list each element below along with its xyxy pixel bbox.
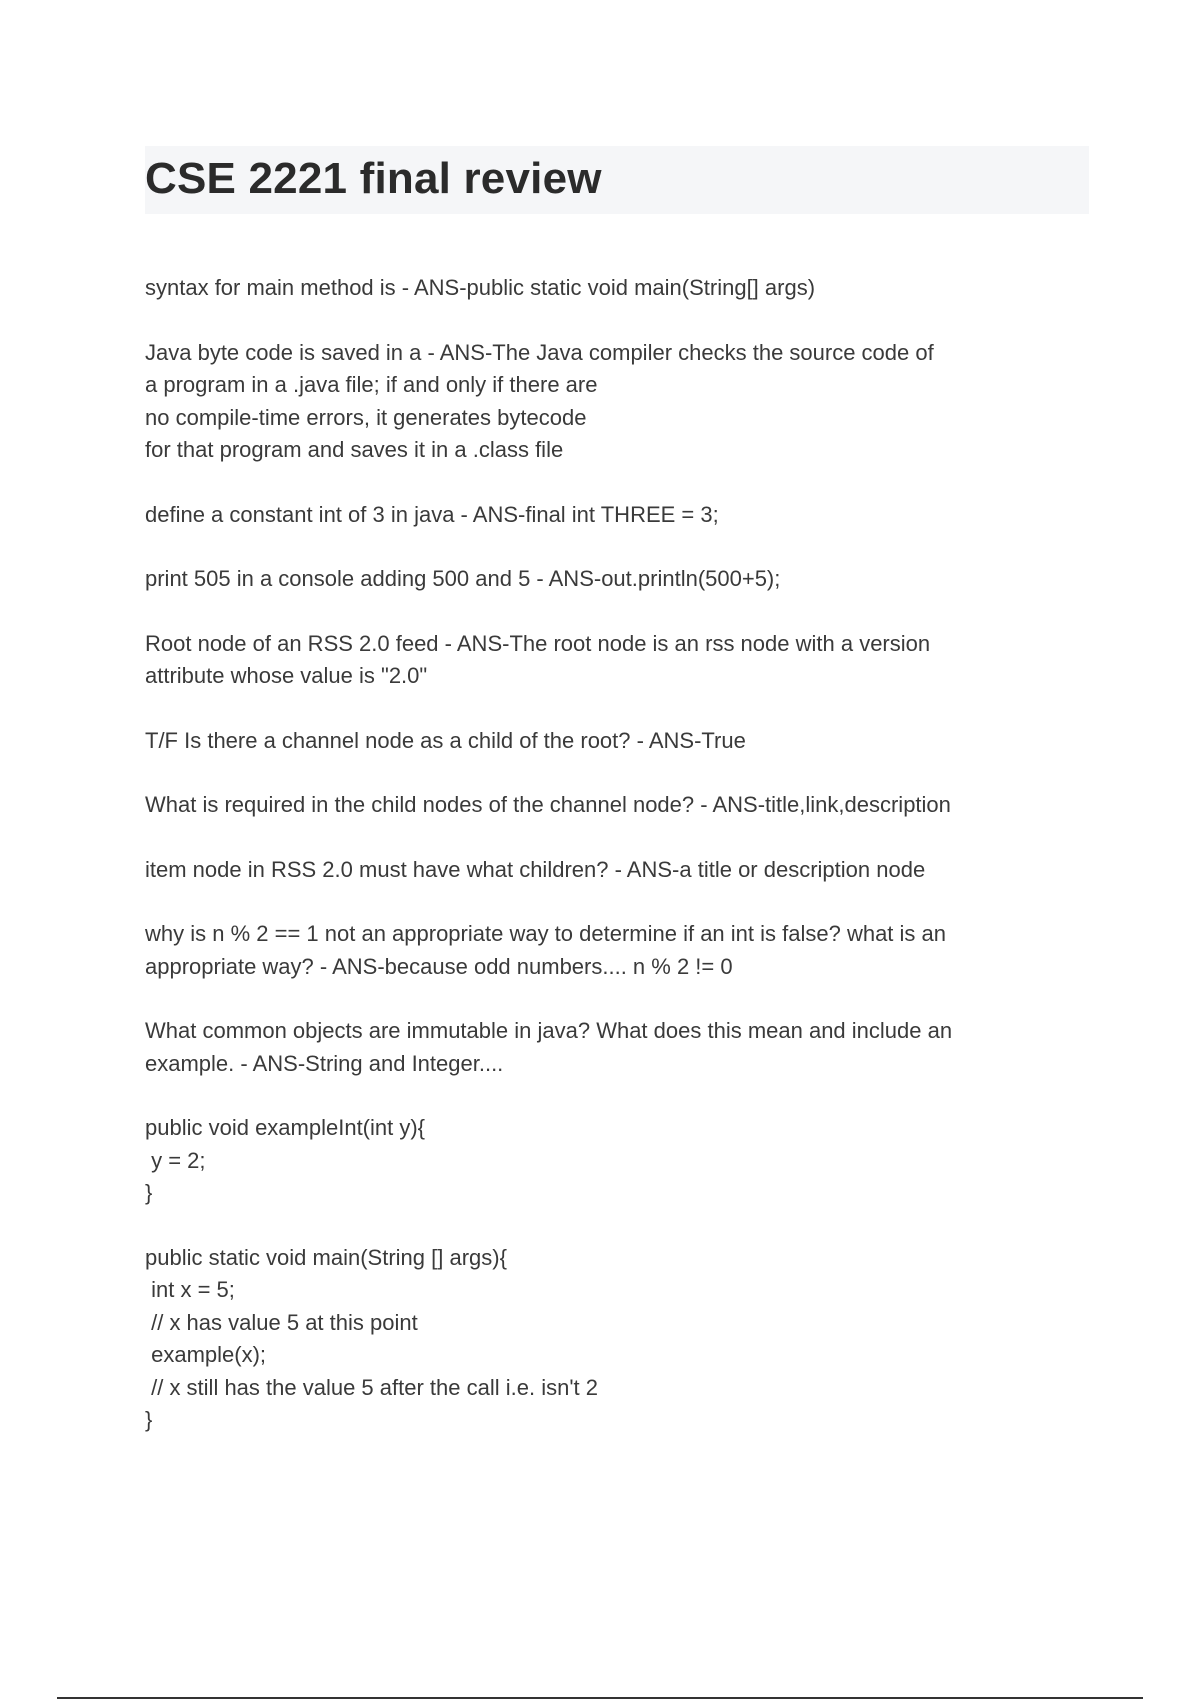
qa-item-byte-code xyxy=(145,337,1065,467)
qa-item-main-method xyxy=(145,272,1065,305)
qa-line: a program in a .java file; if and only if there are xyxy=(145,372,598,397)
document-body xyxy=(145,272,1065,1469)
qa-item-modulo xyxy=(145,918,1065,983)
qa-item-print xyxy=(145,563,1065,596)
qa-line: attribute whose value is "2.0" xyxy=(145,663,428,688)
code-line: int x = 5; xyxy=(145,1277,235,1302)
qa-line: What is required in the child nodes of the channel node? - ANS-title,link,description xyxy=(145,792,951,817)
title-block xyxy=(145,146,1089,214)
code-line: public static void main(String [] args){ xyxy=(145,1244,507,1270)
footer-divider xyxy=(57,1697,1143,1699)
qa-line: why is n % 2 == 1 not an appropriate way to determine if an int is false? what is an xyxy=(145,921,947,946)
qa-item-rss-root xyxy=(145,628,1065,693)
qa-line: What common objects are immutable in java? What does this mean and include an xyxy=(145,1018,953,1043)
qa-item-immutable xyxy=(145,1015,1065,1080)
qa-item-channel-node xyxy=(145,725,1065,758)
code-block-example-int xyxy=(145,1112,1065,1210)
code-line: // x has value 5 at this point xyxy=(145,1309,418,1335)
qa-item-constant xyxy=(145,499,1065,532)
code-line: y = 2; xyxy=(145,1147,206,1173)
qa-line: no compile-time errors, it generates bytecode xyxy=(145,404,587,430)
qa-item-channel-children xyxy=(145,789,1065,822)
code-line: } xyxy=(145,1407,153,1432)
qa-line: for that program and saves it in a .class file xyxy=(145,437,564,462)
qa-line: item node in RSS 2.0 must have what children? - ANS-a title or description node xyxy=(145,856,926,882)
code-line: } xyxy=(145,1180,153,1205)
qa-line: Root node of an RSS 2.0 feed - ANS-The root node is an rss node with a version xyxy=(145,630,931,656)
qa-line: define a constant int of 3 in java - ANS-final int THREE = 3; xyxy=(145,501,719,527)
code-block-main xyxy=(145,1242,1065,1437)
page-title: CSE 2221 final review xyxy=(145,154,602,203)
qa-line: print 505 in a console adding 500 and 5 - ANS-out.println(500+5); xyxy=(145,566,781,591)
qa-line: example. - ANS-String and Integer.... xyxy=(145,1050,504,1076)
qa-item-item-node xyxy=(145,854,1065,887)
code-line: // x still has the value 5 after the call i.e. isn't 2 xyxy=(145,1374,598,1400)
code-line: example(x); xyxy=(145,1342,267,1367)
qa-line: syntax for main method is - ANS-public static void main(String[] args) xyxy=(145,275,816,300)
qa-line: appropriate way? - ANS-because odd numbers.... n % 2 != 0 xyxy=(145,953,733,979)
qa-line: Java byte code is saved in a - ANS-The Java compiler checks the source code of xyxy=(145,339,934,365)
code-line: public void exampleInt(int y){ xyxy=(145,1115,426,1140)
qa-line: T/F Is there a channel node as a child of the root? - ANS-True xyxy=(145,727,746,753)
